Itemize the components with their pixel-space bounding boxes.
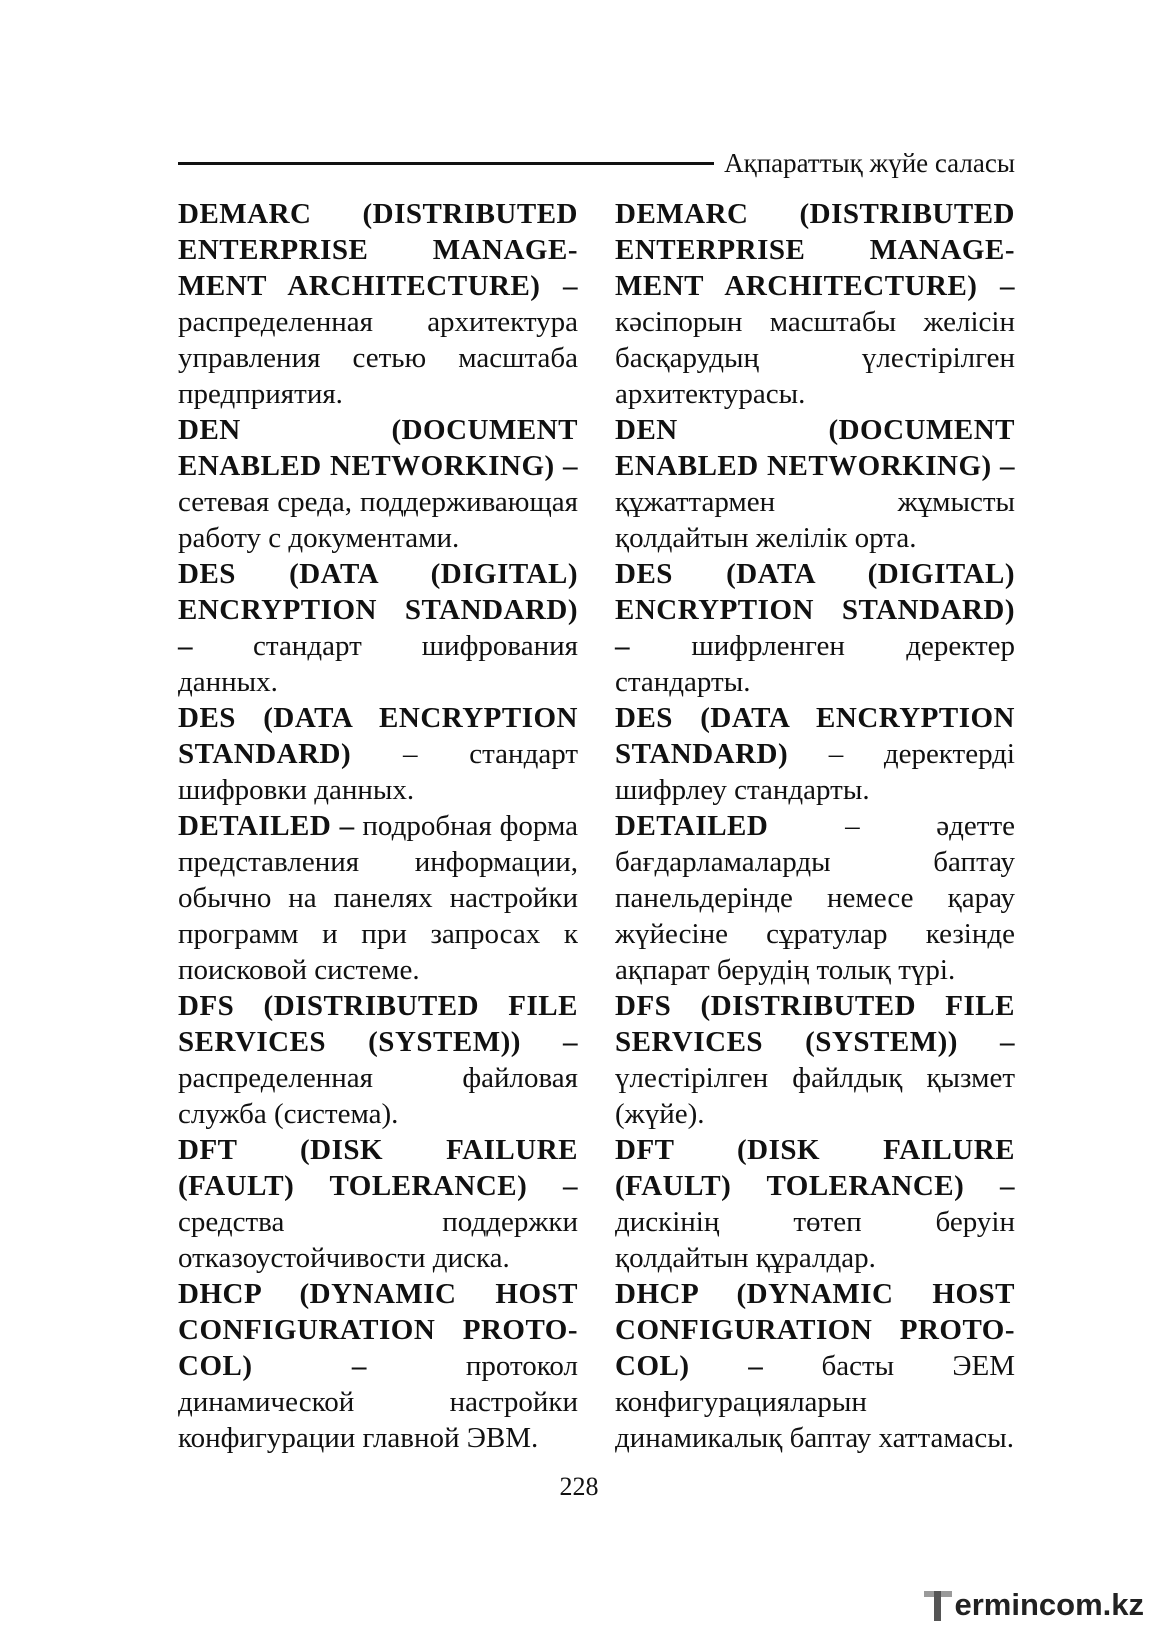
entry-term: DHCP (DYNAMIC HOST CONFIGURATION PROTO-COL) – (178, 1278, 578, 1382)
dictionary-entry (178, 1132, 578, 1276)
entry-definition: – стандарт шифровки данных. (178, 738, 578, 806)
running-header (178, 146, 1015, 180)
entry-term: DEN (DOCUMENT ENABLED NETWORKING) – (178, 414, 578, 482)
entry-definition: протокол динамической настройки конфигурации главной ЭВМ. (178, 1350, 579, 1454)
dictionary-columns (178, 196, 1015, 1456)
dictionary-entry (615, 1132, 1015, 1276)
entry-definition: шифрленген деректер стандарты. (615, 630, 1015, 698)
header-title: Ақпараттық жүйе саласы (724, 147, 1015, 178)
dictionary-entry (178, 1276, 578, 1456)
entry-definition: распределенная файловая служба (система). (178, 1062, 578, 1130)
entry-definition: стандарт шифрования данных. (178, 630, 578, 698)
dictionary-entry (178, 556, 578, 700)
dictionary-entry (615, 196, 1015, 412)
t-logo-icon (924, 1589, 952, 1621)
entry-term: DEMARC (DISTRIBUTED ENTERPRISE MANAGE-MENT ARCHITECTURE) – (615, 198, 1015, 302)
entry-term: DEN (DOCUMENT ENABLED NETWORKING) – (615, 414, 1015, 482)
entry-term: DFT (DISK FAILURE (FAULT) TOLERANCE) – (615, 1134, 1015, 1202)
dictionary-entry (178, 808, 578, 988)
entry-term: DFS (DISTRIBUTED FILE SERVICES (SYSTEM)) – (178, 990, 578, 1058)
entry-definition: – әдетте бағдарламаларды баптау панельдерінде немесе қарау жүйесіне сұратулар кезінде ақпарат берудің толық түрі. (615, 810, 1015, 986)
entry-definition: құжаттармен жұмысты қолдайтын желілік орта. (615, 486, 1015, 554)
entry-term: DETAILED – (178, 810, 355, 842)
entry-definition: сетевая среда, поддерживающая работу с документами. (178, 486, 578, 554)
right-column-kazakh (615, 196, 1015, 1456)
entry-definition: подробная форма представления информации, обычно на панелях настройки программ и при запросах к поисковой системе. (178, 810, 578, 986)
header-rule (178, 162, 714, 165)
dictionary-entry (615, 556, 1015, 700)
entry-term: DEMARC (DISTRIBUTED ENTERPRISE MANAGE-MENT ARCHITECTURE) – (178, 198, 578, 302)
entry-definition: – деректерді шифрлеу стандарты. (615, 738, 1015, 806)
page-number: 228 (559, 1472, 599, 1501)
entry-term: DES (DATA ENCRYPTION STANDARD) (178, 702, 578, 770)
entry-definition: распределенная архитектура управления сетью масштаба предприятия. (178, 306, 578, 410)
dictionary-entry (615, 1276, 1015, 1456)
entry-term: DHCP (DYNAMIC HOST CONFIGURATION PROTO-COL) – (615, 1278, 1015, 1382)
entry-definition: кәсіпорын масштабы желісін басқарудың үлестірілген архитектурасы. (615, 306, 1015, 410)
dictionary-entry (615, 412, 1015, 556)
entry-definition: басты ЭЕМ конфигурацияларын динамикалық баптау хаттамасы. (615, 1350, 1015, 1454)
dictionary-entry (615, 808, 1015, 988)
watermark-text: ermincom.kz (954, 1587, 1144, 1622)
entry-definition: дискінің төтеп беруін қолдайтын құралдар. (615, 1206, 1015, 1274)
termincom-watermark (924, 1587, 1144, 1623)
dictionary-entry (178, 988, 578, 1132)
entry-term: DFT (DISK FAILURE (FAULT) TOLERANCE) – (178, 1134, 578, 1202)
dictionary-entry (615, 988, 1015, 1132)
entry-definition: средства поддержки отказоустойчивости диска. (178, 1206, 578, 1274)
dictionary-entry (615, 700, 1015, 808)
entry-term: DES (DATA (DIGITAL) ENCRYPTION STANDARD) – (178, 558, 578, 662)
left-column-russian (178, 196, 578, 1456)
dictionary-entry (178, 412, 578, 556)
entry-term: DES (DATA ENCRYPTION STANDARD) (615, 702, 1015, 770)
entry-term: DES (DATA (DIGITAL) ENCRYPTION STANDARD) – (615, 558, 1015, 662)
entry-term: DFS (DISTRIBUTED FILE SERVICES (SYSTEM)) – (615, 990, 1015, 1058)
dictionary-entry (178, 700, 578, 808)
dictionary-entry (178, 196, 578, 412)
entry-definition: үлестірілген файлдық қызмет (жүйе). (615, 1062, 1015, 1130)
entry-term: DETAILED (615, 810, 769, 842)
